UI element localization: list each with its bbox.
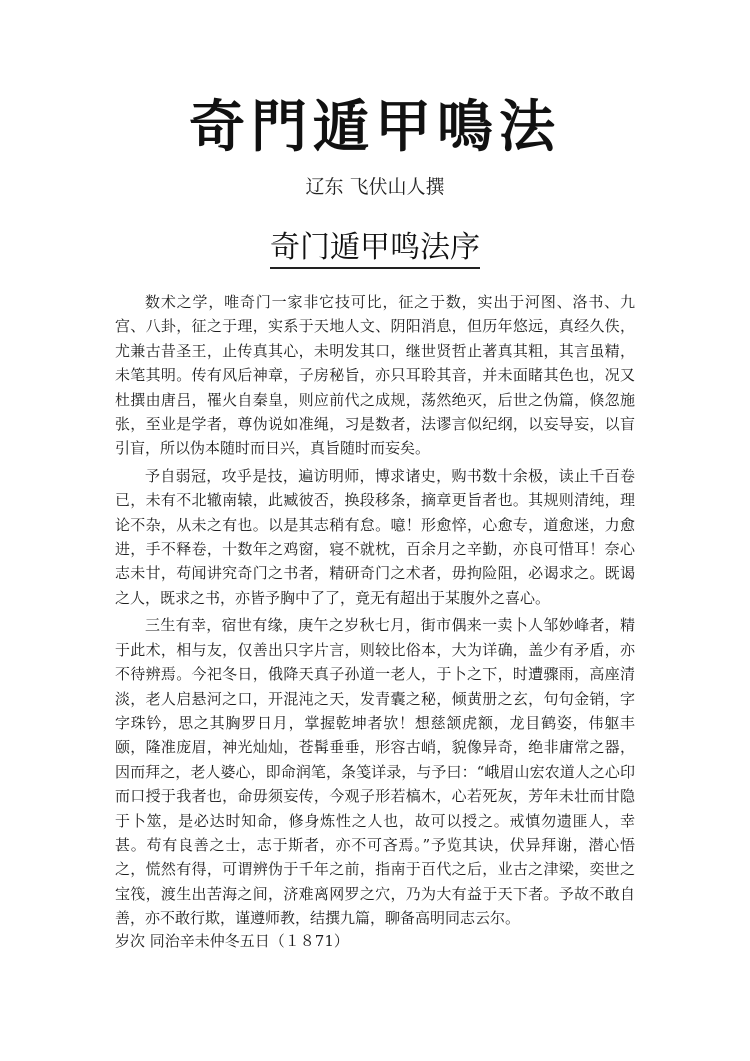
preface-title [0,228,750,268]
date-line: 岁次 同治辛未仲冬五日（１８71） [115,932,349,950]
paragraph-1: 数术之学，唯奇门一家非它技可比，征之于数，实出于河图、洛书、九宫、八卦，征之于理，实系于天地人文、阴阳消息，但历年悠远，真经久佚，尤兼古昔圣王，止传真其心，未明发其口，继世贤哲止著真其粗，其言虽精，未笔其明。传有风后神章，子房秘旨，亦只耳聆其音，并未面睹其色也，况又杜撰由唐吕，罹火自秦皇，则应前代之成规，荡然绝灭，后世之伪篇，倏忽施张，至业是学者，尊伪说如准绳，习是数者，法谬言似纪纲，以妄导妄，以盲引盲，所以伪本随时而日兴，真旨随时而妄矣。 [115,293,635,458]
book-title: 奇門遁甲鳴法 [189,94,561,160]
author-line: 辽东 飞伏山人撰 [305,176,445,198]
paragraph-3: 三生有幸，宿世有缘，庚午之岁秋七月，街市偶来一卖卜人邹妙峰者，精于此术，相与友，仅善出只字片言，则较比俗本，大为详确，盖少有矛盾，亦不待辨焉。今祀冬日，俄降天真子孙道一老人，于卜之下，时遭骤雨，高座清淡，老人启悬河之口，开混沌之天，发青囊之秘，倾黄册之玄，句句金销，字字珠钤，思之其胸罗日月，掌握乾坤者欤！想慈颔虎额，龙目鹤姿，伟躯丰颐，隆准庞眉，神光灿灿，苍髯垂垂，形容古峭，貌像异奇，绝非庸常之器，因而拜之，老人婆心，即命润笔，条笺详录，与予曰：“峨眉山宏农道人之心印而口授于我者也，命毋须妄传，今观子形若槁木，心若死灰，芳年未壮而甘隐于卜筮，是必达时知命，修身炼性之人也，故可以授之。戒慎勿遗匪人，幸甚。苟有良善之士，志于斯者，亦不可吝焉。”予览其诀，伏异拜谢，潜心悟之，慌然有得，可谓辨伪于千年之前，指南于百代之后，业古之津梁，奕世之宝筏，渡生出苦海之间，济难离网罗之穴，乃为大有益于天下者。予故不敢自善，亦不敢行欺，谨遵师教，结撰九篇，聊备高明同志云尔。 [115,616,635,928]
preface-body [115,290,635,934]
preface-title-text: 奇门遁甲鸣法序 [270,230,480,269]
paragraph-2: 予自弱冠，攻乎是技，遍访明师，博求诸史，购书数十余极，读止千百卷已，未有不北辙南辕，此臧彼否，换段移条，摘章更旨者也。其规则清纯，理论不杂，从未之有也。以是其志稍有怠。噫！形愈悴，心愈专，道愈迷，力愈进，手不释卷，十数年之鸡窗，寝不就枕，百余月之辛勤，亦良可惜耳！奈心志未甘，苟闻讲究奇门之书者，精研奇门之术者，毋拘险阻，必谒求之。既谒之人，既求之书，亦皆予胸中了了，竟无有超出于某腹外之喜心。 [115,466,635,607]
